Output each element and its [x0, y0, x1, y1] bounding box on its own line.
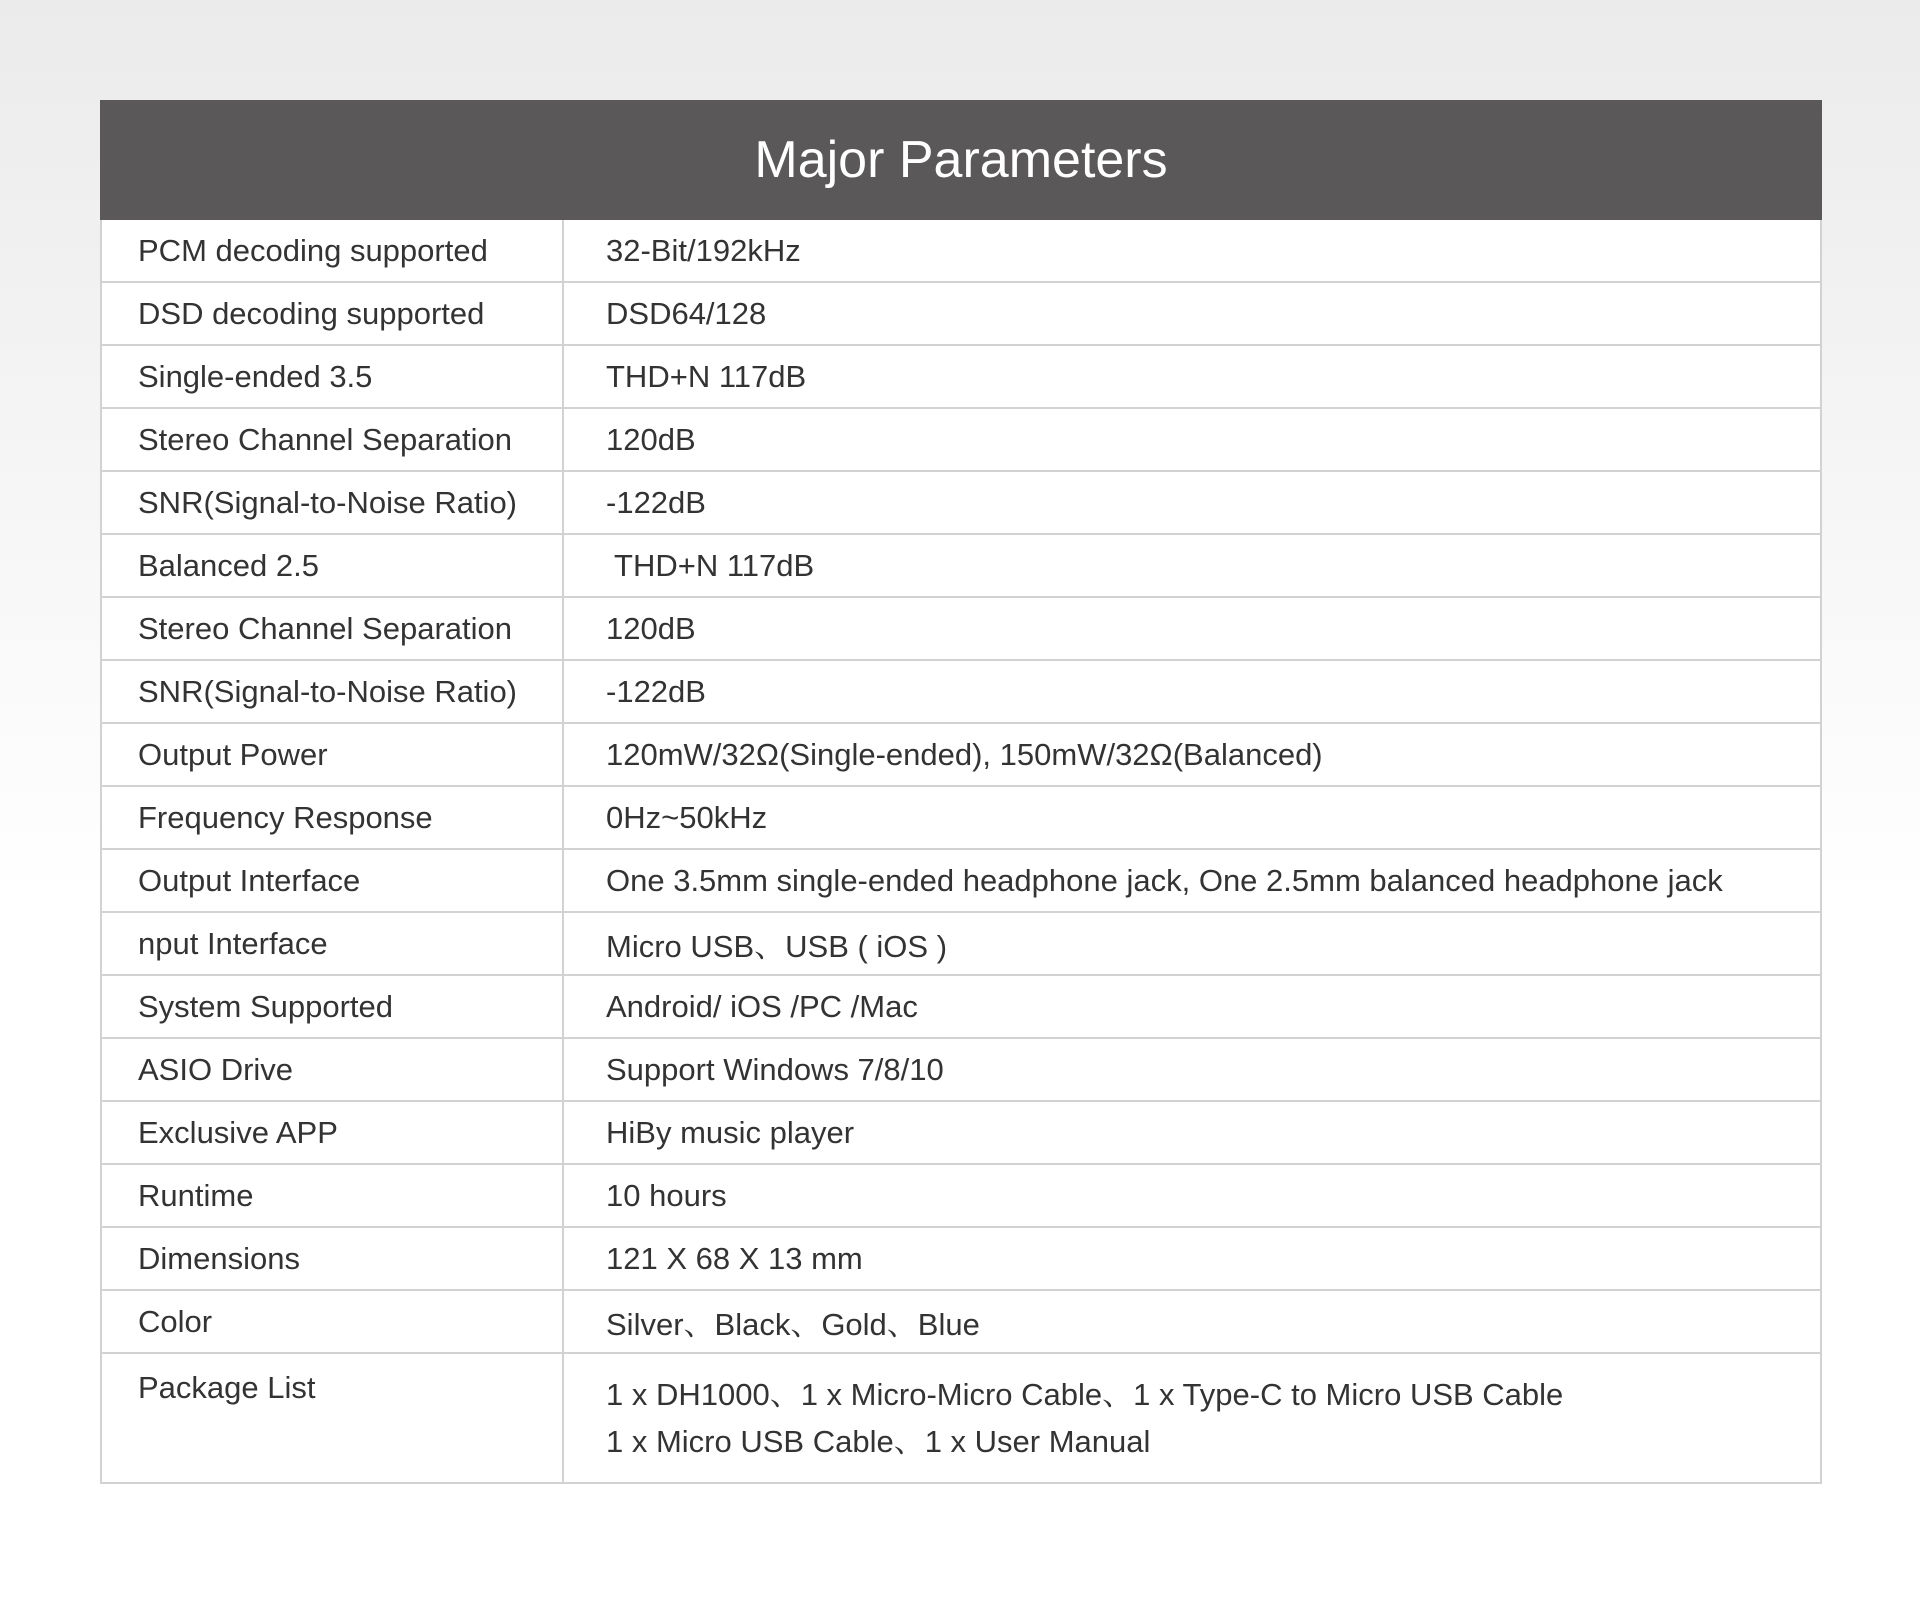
table-row	[101, 534, 1821, 597]
row-label: SNR(Signal-to-Noise Ratio)	[101, 660, 563, 723]
row-value: 32-Bit/192kHz	[563, 219, 1821, 282]
table-row	[101, 345, 1821, 408]
row-value	[563, 1353, 1821, 1483]
table-row	[101, 786, 1821, 849]
row-value: 120dB	[563, 597, 1821, 660]
table-row	[101, 1353, 1821, 1483]
parameters-table	[100, 100, 1822, 1484]
table-row	[101, 723, 1821, 786]
row-value: Support Windows 7/8/10	[563, 1038, 1821, 1101]
row-label: Output Interface	[101, 849, 563, 912]
table-row	[101, 912, 1821, 975]
row-value: -122dB	[563, 471, 1821, 534]
table-header-row	[101, 101, 1821, 219]
row-label: Stereo Channel Separation	[101, 597, 563, 660]
table-row	[101, 282, 1821, 345]
table-row	[101, 1038, 1821, 1101]
table-row	[101, 597, 1821, 660]
row-label: Balanced 2.5	[101, 534, 563, 597]
row-label: ASIO Drive	[101, 1038, 563, 1101]
row-label: DSD decoding supported	[101, 282, 563, 345]
table-row	[101, 660, 1821, 723]
row-label: Single-ended 3.5	[101, 345, 563, 408]
table-row	[101, 1164, 1821, 1227]
row-label: nput Interface	[101, 912, 563, 975]
table-row	[101, 219, 1821, 282]
row-value: HiBy music player	[563, 1101, 1821, 1164]
row-label: Color	[101, 1290, 563, 1353]
row-value: Android/ iOS /PC /Mac	[563, 975, 1821, 1038]
row-label: Output Power	[101, 723, 563, 786]
package-line: 1 x DH1000、1 x Micro-Micro Cable、1 x Type-C to Micro USB Cable	[606, 1377, 1564, 1412]
table-title: Major Parameters	[101, 101, 1821, 219]
table-row	[101, 471, 1821, 534]
row-value: 10 hours	[563, 1164, 1821, 1227]
package-line: 1 x Micro USB Cable、1 x User Manual	[606, 1424, 1151, 1459]
row-value: One 3.5mm single-ended headphone jack, One 2.5mm balanced headphone jack	[563, 849, 1821, 912]
row-label: Dimensions	[101, 1227, 563, 1290]
row-value: Micro USB、USB ( iOS )	[563, 912, 1821, 975]
table-row	[101, 849, 1821, 912]
row-value: 120dB	[563, 408, 1821, 471]
table-row	[101, 1101, 1821, 1164]
row-value: Silver、Black、Gold、Blue	[563, 1290, 1821, 1353]
row-label: Stereo Channel Separation	[101, 408, 563, 471]
row-value: DSD64/128	[563, 282, 1821, 345]
row-label: PCM decoding supported	[101, 219, 563, 282]
row-label: System Supported	[101, 975, 563, 1038]
row-value: 120mW/32Ω(Single-ended), 150mW/32Ω(Balanced)	[563, 723, 1821, 786]
row-label: Runtime	[101, 1164, 563, 1227]
table-row	[101, 408, 1821, 471]
row-label: Exclusive APP	[101, 1101, 563, 1164]
row-value: THD+N 117dB	[563, 345, 1821, 408]
table-row	[101, 975, 1821, 1038]
row-value: 0Hz~50kHz	[563, 786, 1821, 849]
row-value: 121 X 68 X 13 mm	[563, 1227, 1821, 1290]
row-value: THD+N 117dB	[563, 534, 1821, 597]
table-row	[101, 1227, 1821, 1290]
table-row	[101, 1290, 1821, 1353]
row-label: SNR(Signal-to-Noise Ratio)	[101, 471, 563, 534]
row-label: Frequency Response	[101, 786, 563, 849]
row-label: Package List	[101, 1353, 563, 1483]
row-value: -122dB	[563, 660, 1821, 723]
